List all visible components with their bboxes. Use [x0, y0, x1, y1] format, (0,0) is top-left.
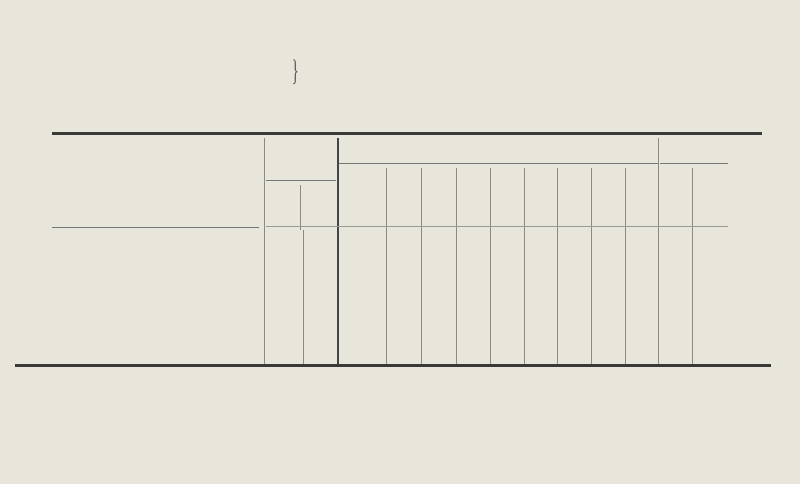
divider: [264, 138, 265, 364]
divider-thick: [337, 138, 339, 364]
col-header-influenza: [532, 168, 548, 224]
label-header-rule: [52, 227, 259, 228]
col-header-pneumonia: [634, 168, 650, 224]
divider: [557, 168, 558, 364]
col-header-polio: [593, 168, 623, 224]
divider: [456, 168, 457, 364]
divider: [658, 138, 659, 364]
table-bottom-rule: [15, 364, 771, 367]
divider: [692, 168, 693, 364]
col-header-deaths-under-1: [696, 168, 726, 224]
divider: [490, 168, 491, 364]
divider: [524, 168, 525, 364]
col-header-typhoid: [388, 168, 418, 224]
divider: [303, 230, 304, 364]
divider: [625, 168, 626, 364]
divider: [300, 185, 301, 230]
col-header-still-births: [307, 186, 327, 224]
divider: [421, 168, 422, 364]
col-header-tuberculosis: [498, 168, 514, 224]
col-header-smallpox: [566, 168, 582, 224]
header-rule: [266, 226, 728, 227]
table-top-rule: [52, 132, 762, 135]
col-header-diarrhoea: [660, 168, 691, 224]
col-header-whooping-cough: [425, 168, 447, 224]
header-rule: [660, 163, 728, 164]
header-rule: [339, 163, 658, 164]
divider: [591, 168, 592, 364]
col-header-live-births: [272, 186, 292, 224]
brace-icon: }: [291, 54, 299, 87]
col-header-diphtheria: [464, 168, 480, 224]
header-rule: [266, 180, 336, 181]
divider: [386, 168, 387, 364]
